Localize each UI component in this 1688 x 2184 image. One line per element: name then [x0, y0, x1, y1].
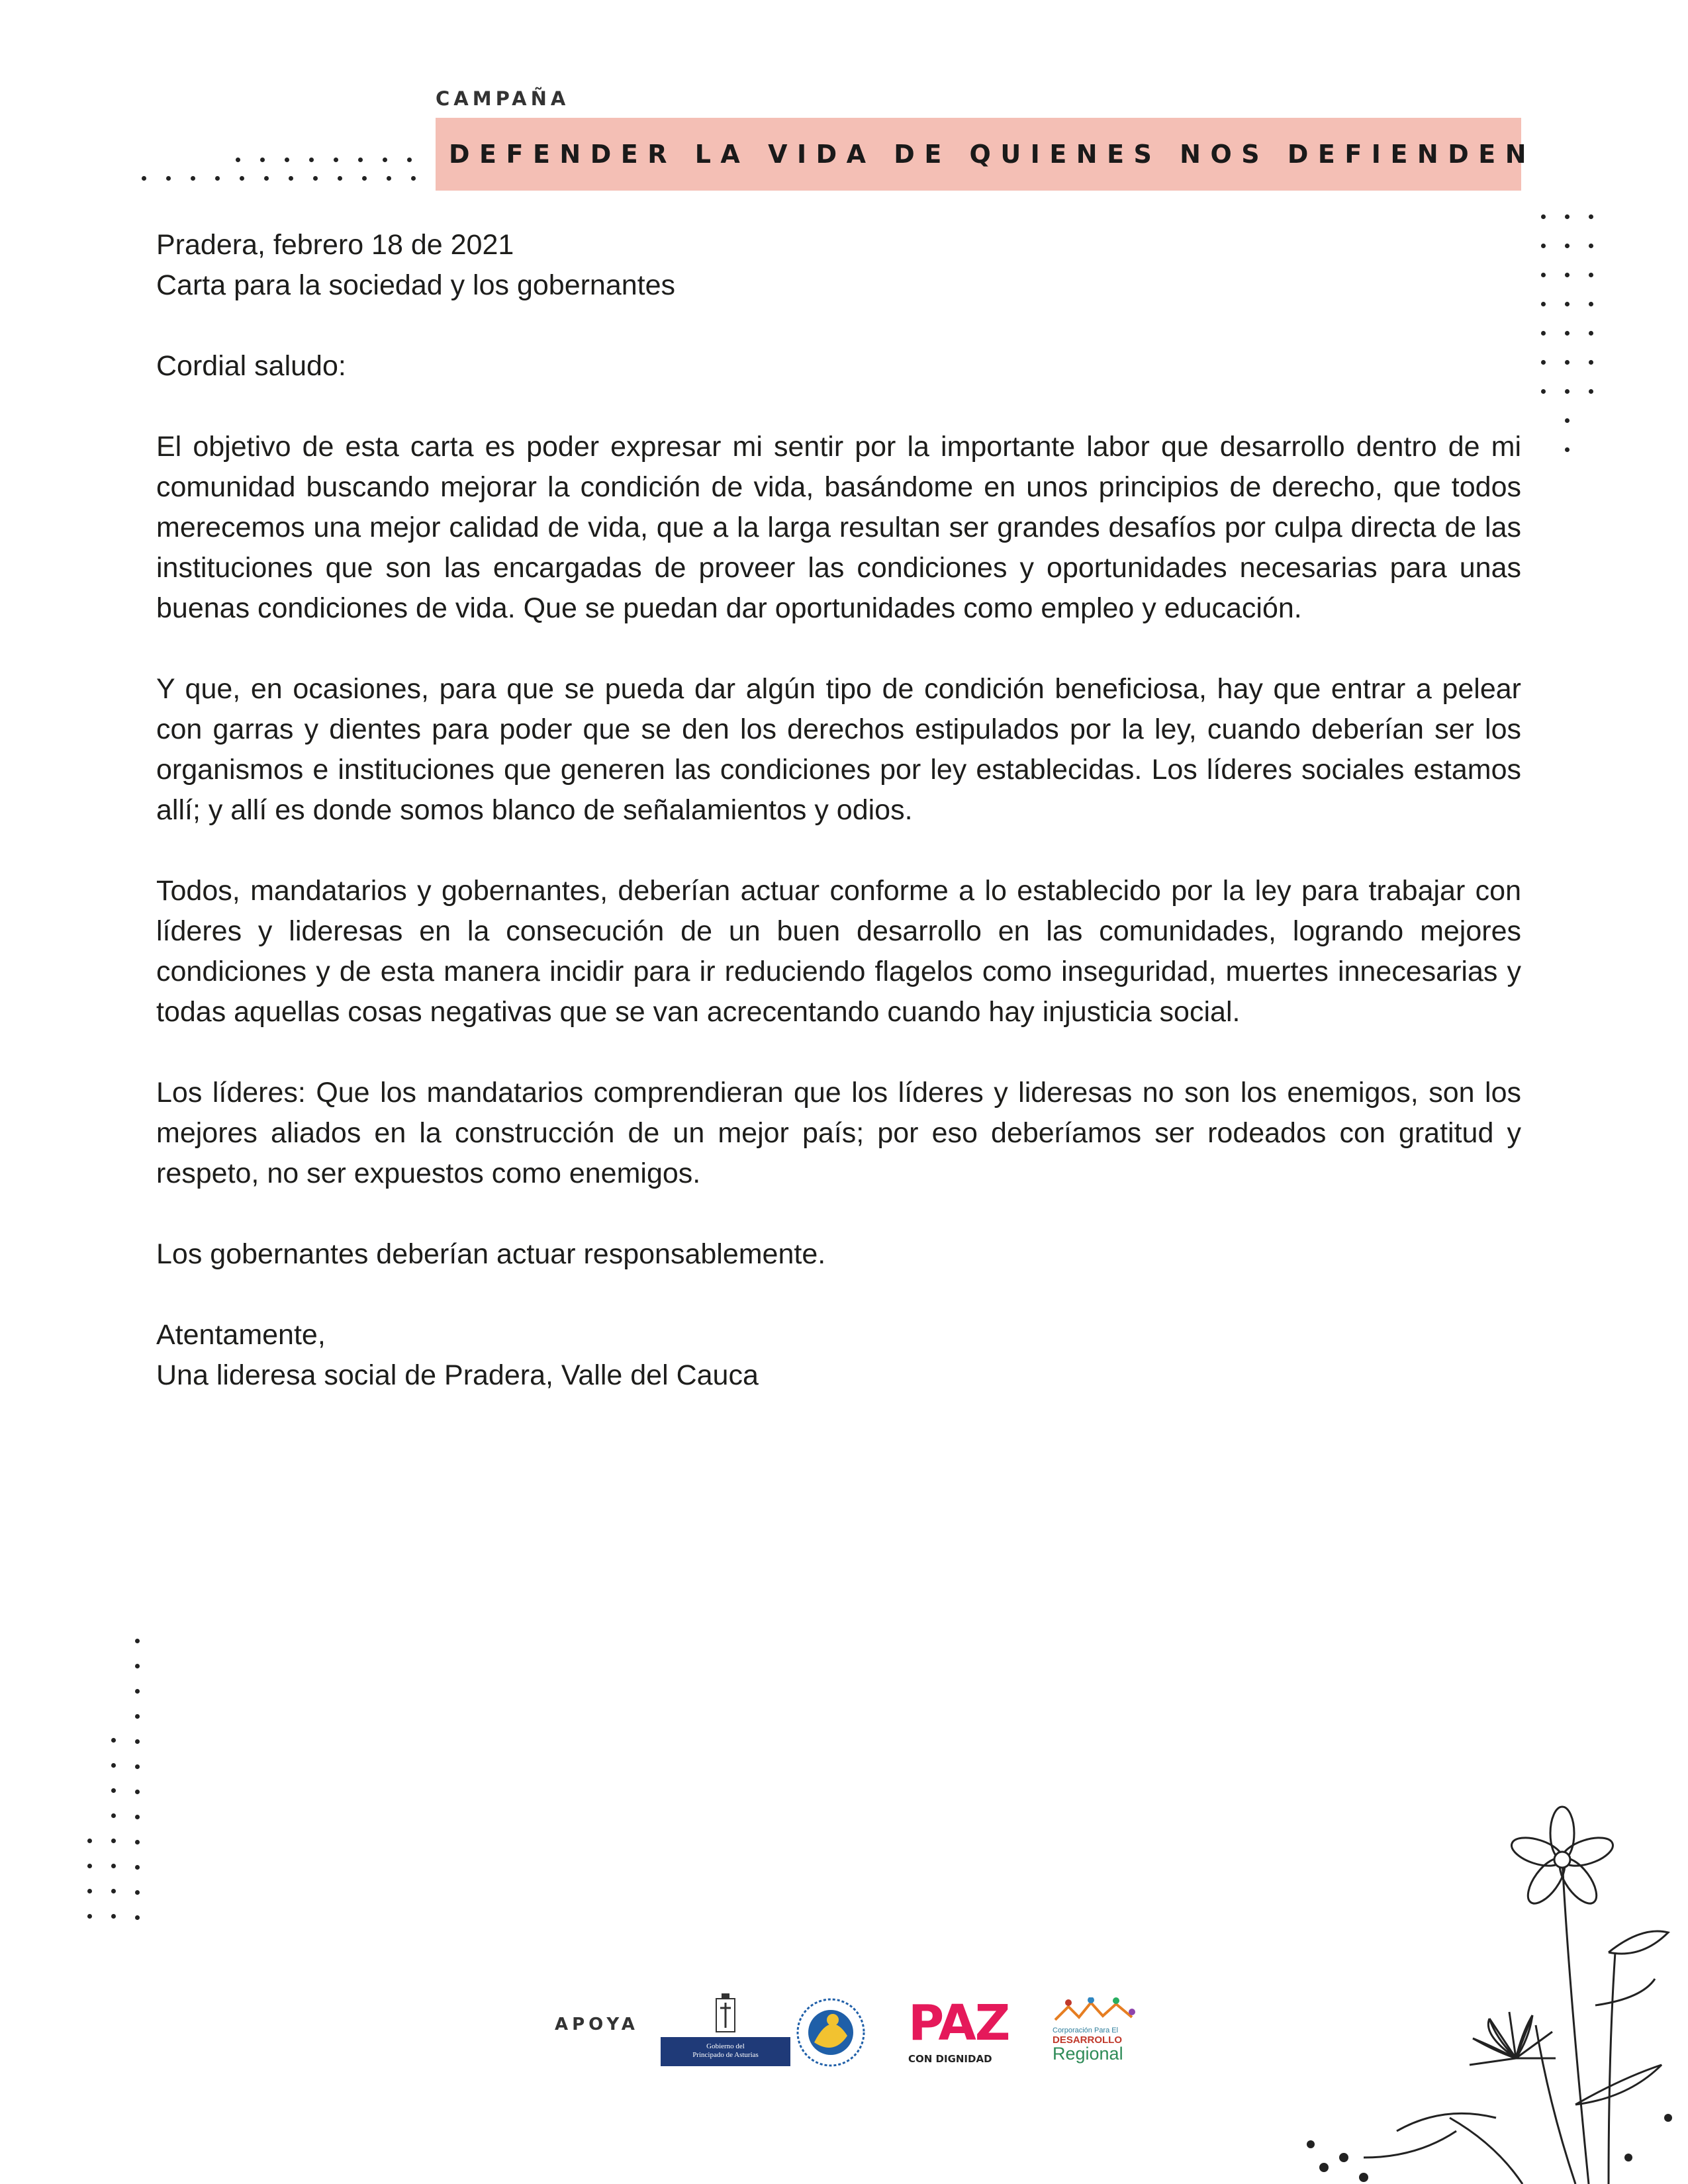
decorative-dot	[111, 1914, 116, 1919]
decorative-dot	[191, 176, 195, 181]
decorative-dot	[407, 158, 412, 162]
letter-paragraph: Los gobernantes deberían actuar responsablemente.	[156, 1238, 826, 1270]
paz-main: PAZ	[908, 1995, 1009, 2052]
letter-paragraph: Y que, en ocasiones, para que se pueda dar algún tipo de condición beneficiosa, hay que entrar a pelear con garras y dientes para poder que se den los derechos estipulados por la ley, cuando deberían ser los organismos e instituciones que generen las condiciones por ley establecidas. Los líderes sociales estamos allí; y allí es donde somos blanco de señalamientos y odios.	[156, 673, 1521, 826]
letter-closing: Atentamente,	[156, 1319, 326, 1351]
decorative-dot	[135, 1840, 140, 1844]
decorative-dot	[362, 176, 367, 181]
decorative-dot	[387, 176, 391, 181]
logo-solidarity-circle	[794, 1996, 867, 2069]
decorative-dot	[135, 1739, 140, 1744]
decorative-dot	[87, 1864, 92, 1868]
decorative-dot	[1565, 244, 1570, 248]
regional-line-1: Corporación Para El	[1053, 2026, 1119, 2034]
people-icon	[1053, 1997, 1139, 2026]
decorative-dot	[87, 1839, 92, 1843]
decorative-dot	[338, 176, 342, 181]
decorative-dot	[87, 1889, 92, 1893]
decorative-dot	[260, 158, 265, 162]
decorative-dot	[411, 176, 416, 181]
decorative-dot	[87, 1914, 92, 1919]
decorative-dot	[215, 176, 220, 181]
letter-paragraph: Los líderes: Que los mandatarios comprendieran que los líderes y lideresas no son los enemigos, son los mejores aliados en la construcción de un mejor país; por eso deberíamos ser rodeados con gratitud y respeto, no ser expuestos como enemigos.	[156, 1077, 1521, 1189]
asturias-line-2: Principado de Asturias	[692, 2051, 759, 2059]
decorative-dot	[135, 1764, 140, 1769]
logo-desarrollo-regional	[1053, 1997, 1139, 2064]
decorative-dot	[1565, 331, 1570, 336]
decorative-dot	[135, 1815, 140, 1819]
letter-subject: Carta para la sociedad y los gobernantes	[156, 269, 676, 301]
decorative-dot	[1565, 389, 1570, 394]
paz-sub: CON DIGNIDAD	[908, 2053, 992, 2065]
decorative-dot	[313, 176, 318, 181]
decorative-dot	[1589, 273, 1593, 277]
decorative-dot	[383, 158, 387, 162]
dot-pattern-top-left	[0, 0, 437, 199]
letter-paragraph: El objetivo de esta carta es poder expresar mi sentir por la importante labor que desarrollo dentro de mi comunidad buscando mejorar la condición de vida, basándome en unos principios de derecho, que todos merecemos una mejor calidad de vida, que a la larga resultan ser grandes desafíos por culpa directa de las instituciones que son las encargadas de proveer las condiciones y oportunidades necesarias para unas buenas condiciones de vida. Que se puedan dar oportunidades como empleo y educación.	[156, 431, 1521, 624]
decorative-dot	[236, 158, 240, 162]
letter-paragraph: Todos, mandatarios y gobernantes, deberían actuar conforme a lo establecido por la ley para trabajar con líderes y lideresas en la consecución de un buen desarrollo en las comunidades, logrando mejores condiciones y de esta manera incidir para ir reduciendo flagelos como inseguridad, muertes innecesarias y todas aquellas cosas negativas que se van acrecentando cuando hay injusticia social.	[156, 875, 1521, 1028]
decorative-dot	[111, 1889, 116, 1893]
decorative-dot	[1565, 273, 1570, 277]
campaign-kicker: CAMPAÑA	[436, 87, 570, 110]
decorative-dot	[111, 1864, 116, 1868]
support-label: APOYA	[555, 2015, 639, 2034]
regional-line-3: Regional	[1053, 2044, 1123, 2064]
decorative-dot	[166, 176, 171, 181]
dot-pattern-bottom-left	[79, 1628, 152, 1952]
letter-body	[156, 225, 1521, 1396]
decorative-dot	[1589, 360, 1593, 365]
decorative-dot	[1589, 302, 1593, 306]
regional-line-2: DESARROLLO	[1053, 2034, 1122, 2046]
decorative-dot	[111, 1813, 116, 1818]
decorative-dot	[358, 158, 363, 162]
decorative-dot	[1541, 244, 1546, 248]
decorative-dot	[1589, 214, 1593, 219]
decorative-dot	[289, 176, 293, 181]
letter-signature: Una lideresa social de Pradera, Valle del Cauca	[156, 1359, 759, 1391]
decorative-dot	[135, 1865, 140, 1870]
crest-icon	[661, 1992, 790, 2037]
decorative-dot	[240, 176, 244, 181]
decorative-dot	[135, 1890, 140, 1895]
asturias-line-1: Gobierno del	[706, 2042, 745, 2050]
decorative-dot	[135, 1790, 140, 1794]
decorative-dot	[135, 1639, 140, 1643]
logo-asturias	[661, 1992, 790, 2066]
decorative-dot	[1565, 447, 1570, 452]
solidarity-circle-icon	[794, 1996, 867, 2069]
decorative-dot	[1541, 302, 1546, 306]
letter-place-date: Pradera, febrero 18 de 2021	[156, 229, 514, 261]
campaign-banner	[436, 118, 1536, 191]
decorative-dot	[334, 158, 338, 162]
decorative-dot	[142, 176, 146, 181]
decorative-dot	[1565, 418, 1570, 423]
decorative-dot	[1589, 331, 1593, 336]
logo-paz	[908, 1995, 1014, 2065]
decorative-dot	[111, 1839, 116, 1843]
decorative-dot	[309, 158, 314, 162]
decorative-dot	[135, 1915, 140, 1920]
decorative-dot	[264, 176, 269, 181]
decorative-dot	[1589, 389, 1593, 394]
decorative-dot	[1565, 214, 1570, 219]
decorative-dot	[1541, 331, 1546, 336]
decorative-dot	[135, 1664, 140, 1668]
flower-illustration	[1297, 1787, 1688, 2184]
decorative-dot	[1541, 389, 1546, 394]
decorative-dot	[111, 1788, 116, 1793]
decorative-dot	[1541, 214, 1546, 219]
letter-greeting: Cordial saludo:	[156, 350, 346, 382]
campaign-title: DEFENDER LA VIDA DE QUIENES NOS DEFIENDEN	[449, 140, 1536, 169]
decorative-dot	[111, 1763, 116, 1768]
decorative-dot	[1565, 360, 1570, 365]
dot-pattern-right	[1523, 199, 1602, 582]
decorative-dot	[1541, 360, 1546, 365]
decorative-dot	[135, 1714, 140, 1719]
decorative-dot	[111, 1738, 116, 1743]
decorative-dot	[1565, 302, 1570, 306]
decorative-dot	[285, 158, 289, 162]
decorative-dot	[1589, 244, 1593, 248]
decorative-dot	[135, 1689, 140, 1694]
decorative-dot	[1541, 273, 1546, 277]
